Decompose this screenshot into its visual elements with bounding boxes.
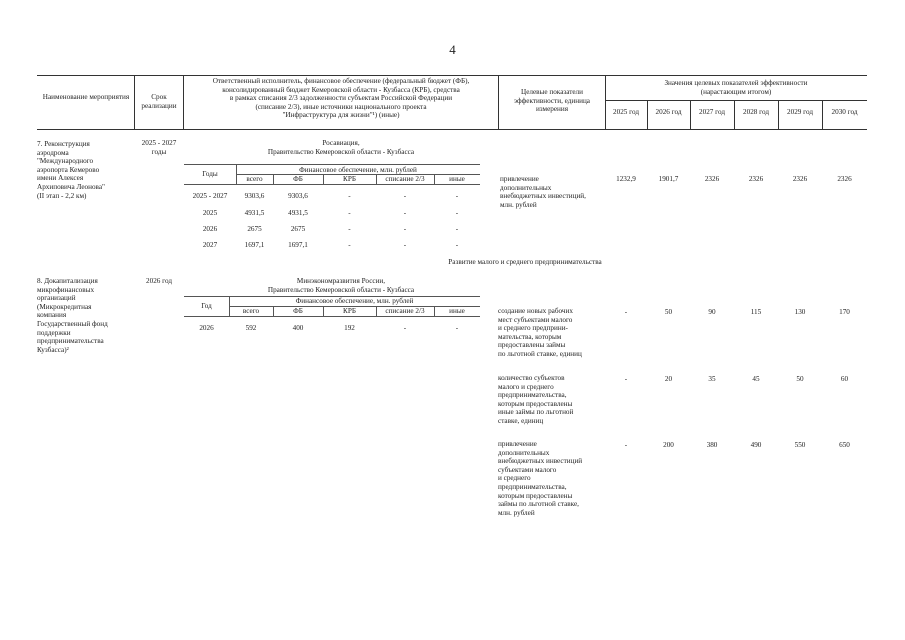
header-year: 2029 год (787, 108, 813, 116)
item8-value: 115 (750, 308, 762, 316)
item7-subcol: иные (449, 175, 465, 183)
item8-value: 380 (706, 441, 718, 449)
item8-value: - (624, 441, 628, 449)
item8-value: 90 (708, 308, 716, 316)
item8-subcol: ФБ (293, 307, 303, 315)
item8-indicator: привлечение дополнительных внебюджетных инвестиций субъектами малого и среднего предпринимательства, которым предоставлены займы по льготной ставке, млн. рублей (498, 440, 583, 517)
header-col-indicators: Целевые показатели эффективности, единица измерения (513, 88, 590, 114)
item7-name: 7. Реконструкция аэродрома "Международного аэропорта Кемерово имени Алексея Архиповича Леонова" (II этап - 2,2 км) (37, 140, 105, 200)
item7-indicator: привлечение дополнительных внебюджетных инвестиций, млн. рублей (500, 175, 586, 209)
item8-value: 50 (664, 308, 673, 316)
item8-period: 2026 год (146, 277, 172, 285)
header-col-name: Наименование мероприятия (42, 93, 130, 101)
item8-fin-header: Финансовое обеспечение, млн. рублей (295, 297, 414, 305)
header-col-period: Срок реализации (141, 93, 177, 110)
item8-value: 20 (664, 375, 673, 383)
item8-value: - (624, 375, 628, 383)
header-bottom-border (37, 129, 867, 130)
years-divider (605, 100, 867, 101)
item8-value: 200 (663, 441, 674, 449)
item8-value: 650 (839, 441, 850, 449)
item7-value: 2326 (792, 175, 808, 183)
header-year: 2026 год (655, 108, 682, 116)
header-year: 2027 год (699, 108, 725, 116)
item8-value: - (624, 308, 628, 316)
item7-executor: Росавиация, Правительство Кемеровской области - Кузбасса (267, 139, 415, 156)
header-year: 2028 год (743, 108, 769, 116)
item8-subcol: КРБ (343, 307, 356, 315)
header-col-values: Значения целевых показателей эффективности (нарастающим итогом) (664, 79, 808, 96)
item7-value: 1232,9 (616, 175, 636, 183)
table-top-border (37, 75, 867, 76)
item8-value: 60 (840, 375, 849, 383)
item8-executor: Минэкономразвития России, Правительство Кемеровской области - Кузбасса (267, 277, 415, 294)
item8-value: 35 (708, 375, 716, 383)
item7-value: 2326 (704, 175, 720, 183)
item8-value: 50 (796, 375, 804, 383)
item7-subcol: ФБ (293, 175, 303, 183)
header-year: 2025 год (613, 108, 639, 116)
item8-year-label: Год (201, 302, 212, 310)
item7-subcol: всего (246, 175, 263, 183)
header-year: 2030 год (831, 108, 858, 116)
item8-value: 170 (839, 308, 850, 316)
header-col-executor: Ответственный исполнитель, финансовое обеспечение (федеральный бюджет (ФБ), консолидированный бюджет Кемеровской области - Кузбасса (КРБ), средства в рамках списания 2/3 задолженности субъектам Российской Федерации (списание 2/3), иные источники национального проекта "Инфраструктура для жизни"¹) (иные) (212, 77, 470, 120)
page-number: 4 (449, 42, 456, 57)
item7-value: 2326 (837, 175, 852, 183)
item8-indicator: создание новых рабочих мест субъектами малого и среднего предприни- мательства, которым предоставлены займы по льготной ставке, единиц (498, 307, 582, 358)
item8-subcol: списание 2/3 (385, 307, 425, 315)
item7-subcol: КРБ (343, 175, 356, 183)
item7-value: 2326 (748, 175, 764, 183)
item7-fin-header: Финансовое обеспечение, млн. рублей (299, 166, 417, 174)
item7-value: 1901,7 (658, 175, 679, 183)
item8-value: 550 (794, 441, 806, 449)
item8-indicator: количество субъектов малого и среднего предпринимательства, которым предоставлены иные займы по льготной ставке, единиц (498, 374, 574, 425)
section-title: Развитие малого и среднего предпринимательства (448, 258, 602, 266)
item8-subcol: иные (449, 307, 465, 315)
item8-value: 45 (752, 375, 760, 383)
item7-year-label: Годы (202, 170, 218, 178)
item8-value: 490 (750, 441, 762, 449)
item7-period: 2025 - 2027 годы (141, 139, 177, 156)
item7-subcol: списание 2/3 (385, 175, 425, 183)
item8-name: 8. Докапитализация микрофинансовых организаций (Микрокредитная компания Государственный фонд поддержки предпринимательства Кузбасса)² (37, 277, 108, 354)
item8-value: 130 (794, 308, 806, 316)
item8-subcol: всего (242, 307, 260, 315)
